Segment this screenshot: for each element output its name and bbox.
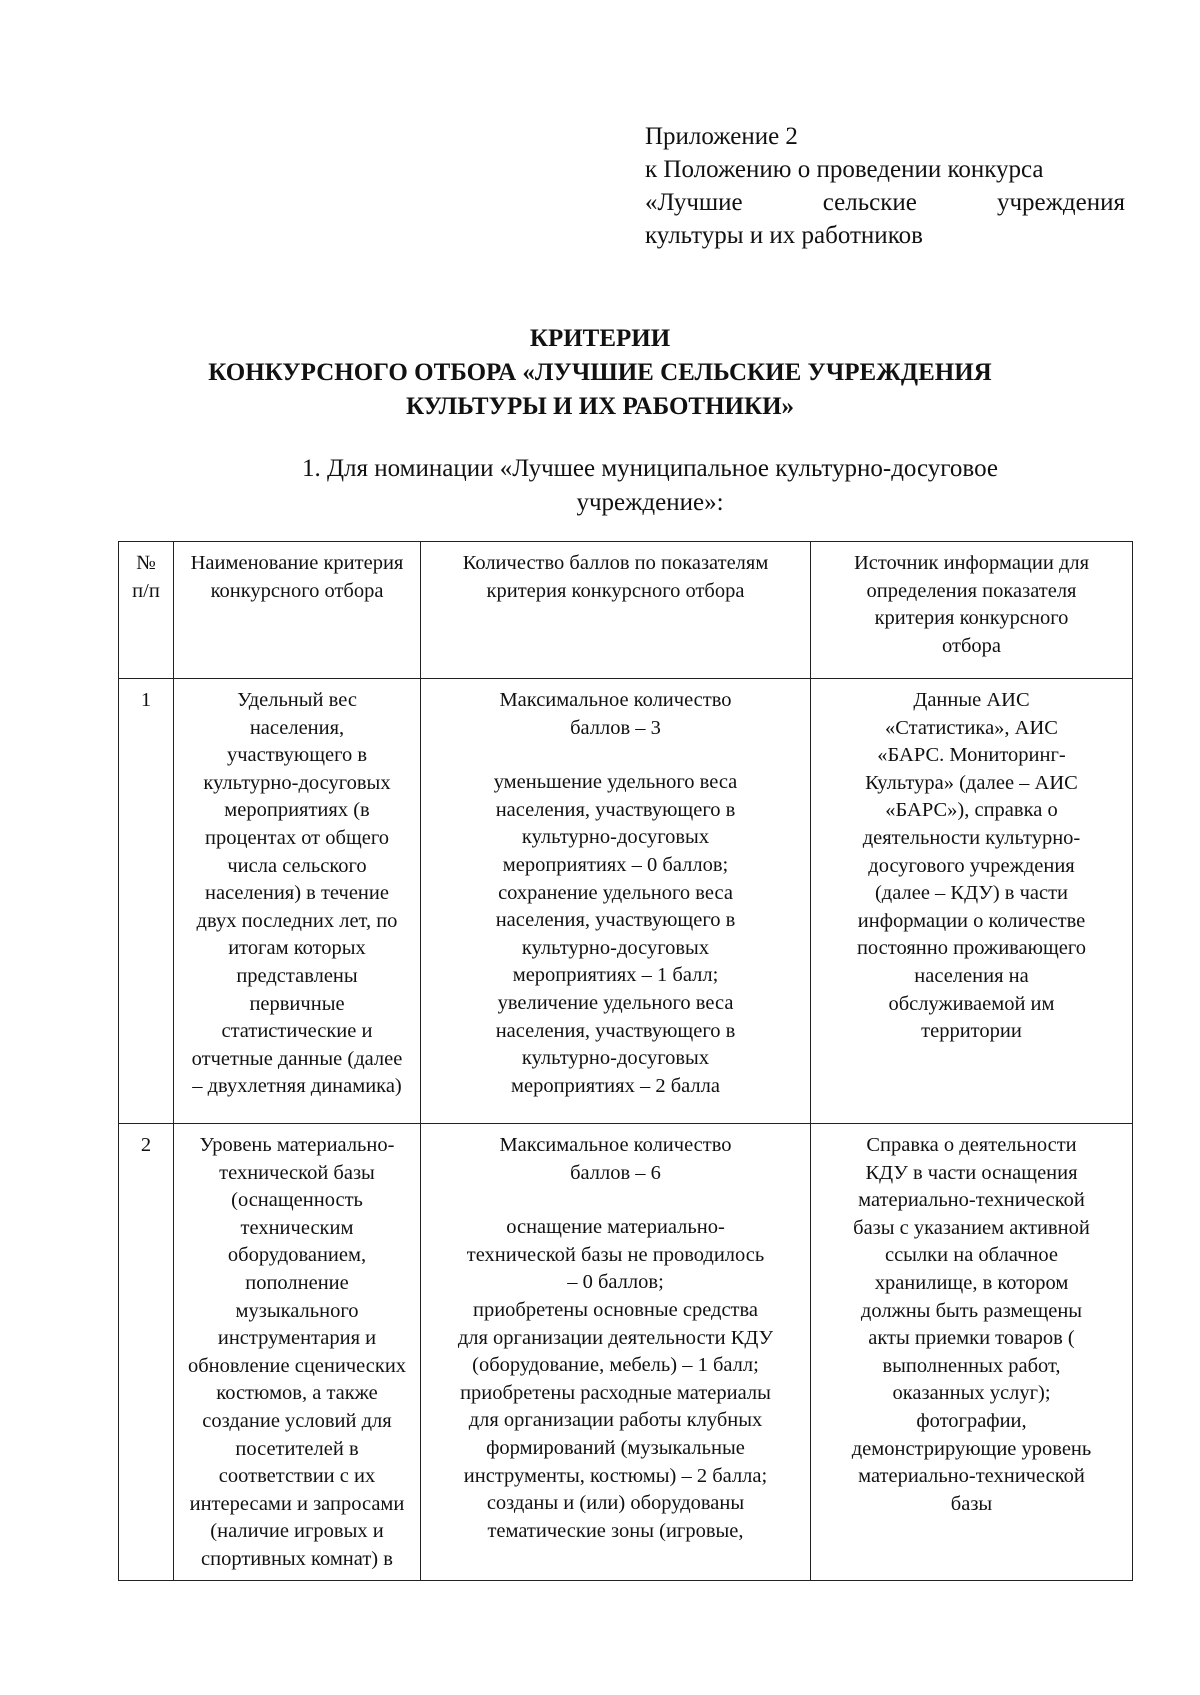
score-detail-line: культурно-досуговых <box>521 1047 710 1070</box>
score-detail-line: для организации деятельности КДУ <box>457 1326 774 1349</box>
cell-line: должны быть размещены <box>860 1299 1083 1322</box>
cell-line: участвующего в <box>226 744 368 767</box>
cell-line: соответствии с их <box>218 1465 376 1488</box>
nomination-heading <box>200 452 1100 520</box>
cell-line: территории <box>921 1020 1022 1043</box>
score-detail-line: населения, участвующего в <box>495 798 736 821</box>
cell-line: – двухлетняя динамика) <box>192 1075 402 1098</box>
cell-line: двух последних лет, по <box>196 909 398 932</box>
score-detail-line: увеличение удельного веса <box>497 991 734 1014</box>
cell-line: досугового учреждения <box>868 854 1075 877</box>
header-source: Источник информации для определения показателя критерия конкурсного отбора <box>811 542 1133 679</box>
cell-line: интересами и запросами <box>189 1492 405 1515</box>
cell-line: материально-технической <box>858 1189 1085 1212</box>
cell-line: спортивных комнат) в <box>201 1547 393 1570</box>
spacer <box>425 1187 806 1214</box>
score-detail-line: уменьшение удельного веса <box>493 771 738 794</box>
score-detail-line: мероприятиях – 1 балл; <box>512 964 719 987</box>
appendix-line: культуры и их работников <box>645 222 923 249</box>
score-detail-line: приобретены расходные материалы <box>460 1381 771 1404</box>
score-max-line: баллов – 6 <box>570 1161 661 1184</box>
cell-line: Удельный вес <box>237 689 357 711</box>
cell-number: 1 <box>119 679 174 1124</box>
cell-line: оборудованием, <box>227 1244 367 1267</box>
cell-line: мероприятиях (в <box>224 799 370 822</box>
appendix-line: к Положению о проведении конкурса <box>645 156 1044 183</box>
cell-line: обслуживаемой им <box>888 992 1055 1015</box>
score-detail-line: культурно-досуговых <box>521 936 710 959</box>
cell-score <box>421 1124 811 1581</box>
table-header-row <box>119 542 1133 679</box>
score-detail-line: технической базы не проводилось <box>466 1243 765 1266</box>
criteria-table <box>118 541 1133 1581</box>
score-max-line: Максимальное количество <box>499 689 732 711</box>
appendix-line <box>645 186 1125 219</box>
cell-line: (наличие игровых и <box>210 1520 384 1543</box>
score-detail-line: созданы и (или) оборудованы <box>486 1492 745 1515</box>
cell-line: «БАРС»), справка о <box>885 799 1058 822</box>
table-row <box>119 679 1133 1124</box>
cell-line: технической базы <box>219 1161 375 1184</box>
cell-line: обновление сценических <box>187 1354 407 1377</box>
cell-line: представлены <box>236 964 358 987</box>
cell-line: (оснащенность <box>231 1189 363 1212</box>
cell-number: 2 <box>119 1124 174 1581</box>
cell-line: отчетные данные (далее <box>191 1047 403 1070</box>
cell-line: населения) в течение <box>205 882 389 905</box>
appendix-word: сельские <box>822 189 917 216</box>
nomination-line: учреждение»: <box>576 489 724 516</box>
cell-line: инструментария и <box>217 1327 377 1350</box>
cell-line: КДУ в части оснащения <box>865 1161 1078 1184</box>
cell-line: постоянно проживающего <box>856 937 1087 960</box>
spacer <box>425 742 806 769</box>
cell-line: деятельности культурно- <box>862 826 1081 849</box>
title-line: КРИТЕРИИ <box>529 325 671 352</box>
score-detail-line: населения, участвующего в <box>495 909 736 932</box>
header-number: № п/п <box>119 542 174 679</box>
score-detail-line: населения, участвующего в <box>495 1019 736 1042</box>
cell-source <box>811 679 1133 1124</box>
cell-line: фотографии, <box>916 1409 1027 1432</box>
cell-line: «Статистика», АИС <box>885 716 1058 739</box>
cell-line: создание условий для <box>202 1409 392 1432</box>
cell-line: посетителей в <box>235 1437 359 1460</box>
appendix-word: «Лучшие <box>645 189 743 216</box>
cell-score <box>421 679 811 1124</box>
score-detail-line: – 0 баллов; <box>567 1271 664 1294</box>
cell-line: музыкального <box>235 1299 359 1322</box>
cell-line: хранилище, в котором <box>874 1271 1069 1294</box>
cell-line: демонстрирующие уровень <box>851 1437 1092 1460</box>
cell-line: оказанных услуг); <box>892 1382 1051 1405</box>
score-detail-line: приобретены основные средства <box>472 1298 759 1321</box>
appendix-line: Приложение 2 <box>645 123 798 150</box>
cell-line: информации о количестве <box>857 909 1086 932</box>
score-detail-line: (оборудование, мебель) – 1 балл; <box>472 1354 759 1377</box>
cell-line: итогам которых <box>228 937 366 960</box>
score-max-line: Максимальное количество <box>499 1134 732 1156</box>
cell-line: ссылки на облачное <box>884 1244 1058 1267</box>
header-score: Количество баллов по показателям критерия конкурсного отбора <box>421 542 811 679</box>
appendix-word: учреждения <box>996 189 1125 216</box>
score-detail-line: тематические зоны (игровые, <box>487 1519 744 1542</box>
title-line: КОНКУРСНОГО ОТБОРА «ЛУЧШИЕ СЕЛЬСКИЕ УЧРЕЖДЕНИЯ <box>208 359 992 386</box>
table-row <box>119 1124 1133 1581</box>
nomination-line: 1. Для номинации «Лучшее муниципальное культурно-досуговое <box>302 455 998 482</box>
cell-line: материально-технической <box>858 1465 1085 1488</box>
cell-line: техническим <box>240 1216 354 1239</box>
appendix-block <box>645 120 1125 252</box>
cell-line: населения, <box>249 716 345 739</box>
cell-line: числа сельского <box>227 854 367 877</box>
cell-line: базы <box>950 1492 993 1515</box>
cell-line: пополнение <box>245 1271 349 1294</box>
score-detail-line: формирований (музыкальные <box>486 1436 745 1459</box>
cell-line: Уровень материально- <box>199 1134 395 1156</box>
score-detail-line: культурно-досуговых <box>521 826 710 849</box>
score-detail-line: сохранение удельного веса <box>498 881 733 904</box>
cell-line: Культура» (далее – АИС <box>865 771 1078 794</box>
cell-line: статистические и <box>221 1020 373 1043</box>
cell-line: Данные АИС <box>913 689 1030 711</box>
cell-line: процентах от общего <box>205 826 389 849</box>
header-criterion: Наименование критерия конкурсного отбора <box>174 542 421 679</box>
document-title <box>0 322 1200 424</box>
cell-line: выполненных работ, <box>882 1354 1061 1377</box>
score-max-line: баллов – 3 <box>570 716 661 739</box>
cell-line: костюмов, а также <box>216 1382 378 1405</box>
cell-line: первичные <box>249 992 345 1015</box>
score-detail-line: мероприятиях – 2 балла <box>511 1074 720 1097</box>
cell-line: «БАРС. Мониторинг- <box>877 744 1066 767</box>
cell-source <box>811 1124 1133 1581</box>
cell-criterion <box>174 679 421 1124</box>
score-detail-line: мероприятиях – 0 баллов; <box>502 853 729 876</box>
score-detail-line: оснащение материально- <box>506 1216 725 1239</box>
score-detail-line: для организации работы клубных <box>468 1409 763 1432</box>
cell-line: базы с указанием активной <box>853 1216 1090 1239</box>
cell-line: культурно-досуговых <box>203 771 391 794</box>
cell-line: Справка о деятельности <box>866 1134 1077 1156</box>
cell-line: акты приемки товаров ( <box>868 1327 1075 1350</box>
cell-criterion <box>174 1124 421 1581</box>
cell-line: населения на <box>914 964 1029 987</box>
score-detail-line: инструменты, костюмы) – 2 балла; <box>463 1464 768 1487</box>
title-line: КУЛЬТУРЫ И ИХ РАБОТНИКИ» <box>405 393 795 420</box>
cell-line: (далее – КДУ) в части <box>874 882 1069 905</box>
